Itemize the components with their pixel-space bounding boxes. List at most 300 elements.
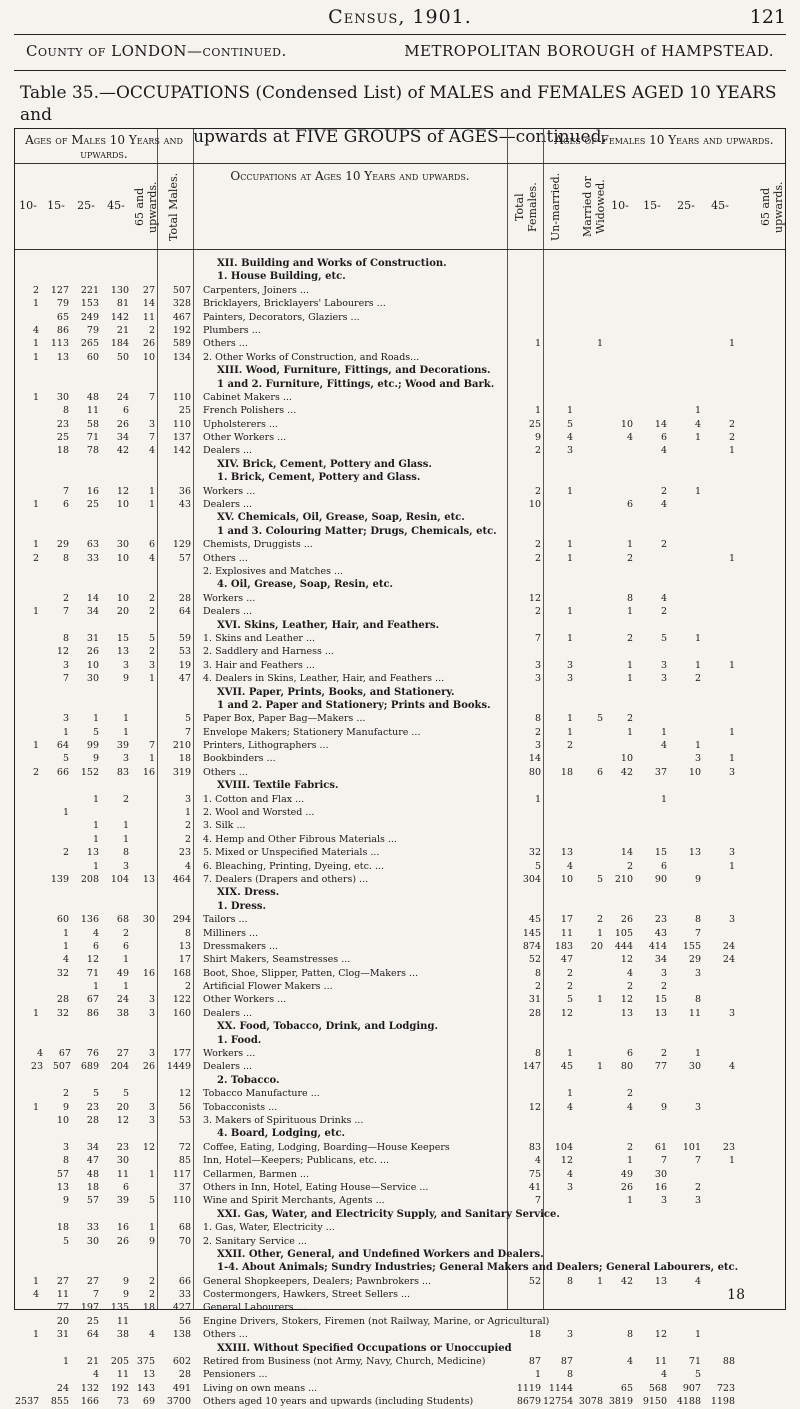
table-row xyxy=(15,297,787,310)
female-cell: 1 xyxy=(566,1088,573,1100)
female-cell: 2 xyxy=(660,485,667,497)
female-cell: 23 xyxy=(722,1141,735,1153)
table-row xyxy=(15,311,787,324)
table-row xyxy=(15,1382,787,1395)
female-cell: 14 xyxy=(654,418,667,430)
male-cell: 24 xyxy=(116,994,129,1006)
male-cell: 6 xyxy=(148,539,155,551)
female-cell: 1 xyxy=(566,713,573,725)
page-title: Census, 1901. xyxy=(328,6,472,28)
male-cell: 8 xyxy=(62,405,69,417)
female-cell: 104 xyxy=(554,1141,573,1153)
occupation-label: 2. Wool and Worsted ... xyxy=(203,807,315,819)
table-row xyxy=(15,672,787,685)
female-cell: 1 xyxy=(626,673,633,685)
female-cell: 3 xyxy=(534,659,541,671)
female-cell: 1 xyxy=(626,1155,633,1167)
male-cell: 11 xyxy=(116,1315,129,1327)
male-cell: 3 xyxy=(148,1048,155,1060)
female-cell: 147 xyxy=(522,1061,541,1073)
table-row xyxy=(15,444,787,457)
female-cell: 11 xyxy=(688,1007,701,1019)
female-cell: 1 xyxy=(566,405,573,417)
male-cell: 53 xyxy=(178,646,191,658)
male-cell: 59 xyxy=(178,632,191,644)
male-cell: 16 xyxy=(142,967,155,979)
occupation-label: Others ... xyxy=(203,552,248,564)
female-cell: 7 xyxy=(534,632,541,644)
table-row xyxy=(15,846,787,859)
section-heading-row xyxy=(15,364,787,377)
table-row xyxy=(15,739,787,752)
occupation-label: 2. Saddlery and Harness ... xyxy=(203,646,334,658)
section-heading-row xyxy=(15,578,787,591)
female-cell: 8 xyxy=(626,592,633,604)
male-cell: 9 xyxy=(148,1235,155,1247)
male-cell: 7 xyxy=(62,485,69,497)
occupation-label: Shirt Makers, Seamstresses ... xyxy=(203,954,351,966)
female-cell: 4 xyxy=(626,967,633,979)
female-cell: 1 xyxy=(694,740,701,752)
female-cell: 2 xyxy=(626,552,633,564)
female-cell: 16 xyxy=(654,1181,667,1193)
occupation-label: XXI. Gas, Water, and Electricity Supply, and Sanitary Service. xyxy=(217,1208,560,1220)
male-cell: 42 xyxy=(116,445,129,457)
male-cell: 13 xyxy=(116,646,129,658)
table-row xyxy=(15,940,787,953)
female-cell: 71 xyxy=(688,1356,701,1368)
male-cell: 110 xyxy=(172,1195,191,1207)
female-cell: 3 xyxy=(660,1195,667,1207)
female-cell: 5 xyxy=(566,418,573,430)
female-cell: 10 xyxy=(688,766,701,778)
occupation-label: 3. Silk ... xyxy=(203,820,246,832)
male-cell: 64 xyxy=(178,606,191,618)
female-cell: 12 xyxy=(654,1329,667,1341)
occupation-label: Tobacconists ... xyxy=(203,1101,278,1113)
section-heading-row xyxy=(15,619,787,632)
table-row xyxy=(15,993,787,1006)
male-cell: 11 xyxy=(56,1289,69,1301)
occupation-label: Bricklayers, Bricklayers' Labourers ... xyxy=(203,298,386,310)
male-cell: 13 xyxy=(56,351,69,363)
male-cell: 1 xyxy=(62,1356,69,1368)
female-cell: 3 xyxy=(694,967,701,979)
table-row xyxy=(15,1368,787,1381)
table-row xyxy=(15,1168,787,1181)
female-cell: 10 xyxy=(560,873,573,885)
occupation-label: 7. Dealers (Drapers and others) ... xyxy=(203,873,369,885)
male-cell: 1 xyxy=(148,485,155,497)
male-cell: 7 xyxy=(148,740,155,752)
occupation-label: Milliners ... xyxy=(203,927,259,939)
male-cell: 10 xyxy=(142,351,155,363)
male-cell: 1 xyxy=(148,1222,155,1234)
female-cell: 65 xyxy=(620,1382,633,1394)
female-cell: 29 xyxy=(688,954,701,966)
occupation-label: Painters, Decorators, Glaziers ... xyxy=(203,311,360,323)
male-cell: 71 xyxy=(86,967,99,979)
occupation-label: 4. Dealers in Skins, Leather, Hair, and Feathers ... xyxy=(203,673,445,685)
male-cell: 1 xyxy=(32,298,39,310)
col-f-married: Married or Widowed. xyxy=(581,176,607,238)
male-cell: 1 xyxy=(62,726,69,738)
occupation-label: 2. Other Works of Construction, and Roads... xyxy=(203,351,420,363)
male-cell: 9 xyxy=(122,1289,129,1301)
occupation-label: 1. House Building, etc. xyxy=(217,271,346,283)
female-cell: 1 xyxy=(566,632,573,644)
male-cell: 4 xyxy=(148,552,155,564)
occupation-label: 1 and 2. Paper and Stationery; Prints and Books. xyxy=(217,699,491,711)
occupation-label: XIX. Dress. xyxy=(217,887,280,899)
female-cell: 1 xyxy=(694,632,701,644)
female-cell: 49 xyxy=(620,1168,633,1180)
occupation-label: Inn, Hotel—Keepers; Publicans, etc. ... xyxy=(203,1155,389,1167)
female-cell: 32 xyxy=(528,847,541,859)
occupation-label: Dealers ... xyxy=(203,499,253,511)
sheet-number: 18 xyxy=(727,1287,745,1303)
occupation-label: Others in Inn, Hotel, Eating House—Service ... xyxy=(203,1181,429,1193)
female-cell: 3 xyxy=(694,753,701,765)
female-cell: 41 xyxy=(528,1181,541,1193)
female-cell: 1119 xyxy=(516,1382,541,1394)
female-cell: 8 xyxy=(566,1275,573,1287)
male-cell: 153 xyxy=(80,298,99,310)
male-cell: 12 xyxy=(178,1088,191,1100)
females-group-heading: Ages of Females 10 Years and upwards. xyxy=(554,133,774,147)
male-cell: 117 xyxy=(172,1168,191,1180)
table-row xyxy=(15,404,787,417)
female-cell: 1 xyxy=(596,1061,603,1073)
male-cell: 27 xyxy=(56,1275,69,1287)
table-row xyxy=(15,913,787,926)
male-cell: 23 xyxy=(56,418,69,430)
male-cell: 13 xyxy=(178,940,191,952)
section-heading-row xyxy=(15,1248,787,1261)
occupation-label: 1-4. About Animals; Sundry Industries; General Makers and Dealers; General Labourers, etc. xyxy=(217,1262,739,1274)
male-cell: 34 xyxy=(86,606,99,618)
male-cell: 319 xyxy=(172,766,191,778)
female-cell: 1 xyxy=(626,659,633,671)
male-cell: 79 xyxy=(86,324,99,336)
occupation-label: XII. Building and Works of Construction. xyxy=(217,258,447,269)
male-cell: 5 xyxy=(92,726,99,738)
male-cell: 208 xyxy=(80,873,99,885)
female-cell: 2 xyxy=(660,1048,667,1060)
occupation-label: Other Workers ... xyxy=(203,994,287,1006)
female-cell: 9150 xyxy=(642,1396,667,1408)
male-cell: 26 xyxy=(142,1061,155,1073)
male-cell: 855 xyxy=(50,1396,69,1408)
female-cell: 1 xyxy=(626,606,633,618)
male-cell: 1 xyxy=(122,954,129,966)
occupation-label: 6. Bleaching, Printing, Dyeing, etc. ... xyxy=(203,860,385,872)
occupation-label: Dealers ... xyxy=(203,1061,253,1073)
female-cell: 1 xyxy=(596,338,603,350)
occupation-label: Tailors ... xyxy=(203,914,248,926)
female-cell: 23 xyxy=(654,914,667,926)
male-cell: 139 xyxy=(50,873,69,885)
male-cell: 30 xyxy=(116,539,129,551)
male-cell: 65 xyxy=(56,311,69,323)
table-row xyxy=(15,726,787,739)
male-cell: 12 xyxy=(142,1141,155,1153)
male-cell: 1 xyxy=(148,673,155,685)
male-cell: 110 xyxy=(172,391,191,403)
female-cell: 4 xyxy=(694,418,701,430)
occupation-label: XX. Food, Tobacco, Drink, and Lodging. xyxy=(217,1021,438,1033)
female-cell: 210 xyxy=(614,873,633,885)
male-cell: 85 xyxy=(178,1155,191,1167)
male-cell: 6 xyxy=(62,499,69,511)
female-cell: 2 xyxy=(694,673,701,685)
male-cell: 1449 xyxy=(166,1061,191,1073)
male-cell: 26 xyxy=(142,338,155,350)
female-cell: 2 xyxy=(660,981,667,993)
male-cell: 1 xyxy=(92,713,99,725)
male-cell: 20 xyxy=(56,1315,69,1327)
female-cell: 30 xyxy=(688,1061,701,1073)
table-row xyxy=(15,1194,787,1207)
male-cell: 31 xyxy=(86,632,99,644)
male-cell: 3 xyxy=(62,713,69,725)
female-cell: 24 xyxy=(722,940,735,952)
male-cell: 29 xyxy=(56,539,69,551)
female-cell: 1 xyxy=(728,445,735,457)
male-cell: 67 xyxy=(58,1048,71,1060)
female-cell: 2 xyxy=(626,860,633,872)
male-cell: 30 xyxy=(142,914,155,926)
male-cell: 6 xyxy=(122,405,129,417)
male-cell: 21 xyxy=(86,1356,99,1368)
table-row xyxy=(15,1221,787,1234)
female-cell: 87 xyxy=(528,1356,541,1368)
male-cell: 1 xyxy=(122,820,129,832)
occupation-label: Printers, Lithographers ... xyxy=(203,740,329,752)
male-cell: 72 xyxy=(178,1141,191,1153)
female-cell: 1 xyxy=(596,927,603,939)
table-row xyxy=(15,860,787,873)
female-cell: 12 xyxy=(620,994,633,1006)
female-cell: 568 xyxy=(648,1382,667,1394)
female-cell: 1 xyxy=(534,338,541,350)
female-cell: 3819 xyxy=(608,1396,633,1408)
male-cell: 507 xyxy=(172,284,191,296)
table-row xyxy=(15,1181,787,1194)
section-heading-row xyxy=(15,1208,787,1221)
col-m-15: 15- xyxy=(47,199,65,212)
male-cell: 3 xyxy=(148,1101,155,1113)
male-cell: 2 xyxy=(148,592,155,604)
male-cell: 3 xyxy=(122,860,129,872)
female-cell: 6 xyxy=(626,499,633,511)
female-cell: 3 xyxy=(534,673,541,685)
female-cell: 12 xyxy=(620,954,633,966)
male-cell: 48 xyxy=(86,391,99,403)
male-cell: 26 xyxy=(86,646,99,658)
female-cell: 1 xyxy=(728,753,735,765)
table-row xyxy=(15,1275,787,1288)
female-cell: 4 xyxy=(660,1369,667,1381)
males-group-heading: Ages of Males 10 Years and upwards. xyxy=(25,133,183,161)
male-cell: 160 xyxy=(172,1007,191,1019)
male-cell: 76 xyxy=(86,1048,99,1060)
page-header xyxy=(0,0,800,32)
female-cell: 2 xyxy=(626,981,633,993)
female-cell: 2 xyxy=(566,967,573,979)
male-cell: 129 xyxy=(172,539,191,551)
male-cell: 28 xyxy=(178,592,191,604)
occupation-label: 1. Cotton and Flax ... xyxy=(203,793,305,805)
female-cell: 1 xyxy=(694,432,701,444)
male-cell: 66 xyxy=(56,766,69,778)
female-cell: 4 xyxy=(626,1101,633,1113)
female-cell: 28 xyxy=(528,1007,541,1019)
section-heading-row xyxy=(15,270,787,283)
female-cell: 80 xyxy=(620,1061,633,1073)
male-cell: 60 xyxy=(86,351,99,363)
occupation-label: Dressmakers ... xyxy=(203,940,279,952)
male-cell: 136 xyxy=(80,914,99,926)
male-cell: 13 xyxy=(86,847,99,859)
male-cell: 10 xyxy=(56,1115,69,1126)
female-cell: 2 xyxy=(728,432,735,444)
male-cell: 130 xyxy=(110,284,129,296)
female-cell: 2 xyxy=(660,539,667,551)
female-cell: 80 xyxy=(528,766,541,778)
table-row xyxy=(15,645,787,658)
male-cell: 132 xyxy=(80,1382,99,1394)
female-cell: 3 xyxy=(566,659,573,671)
male-cell: 71 xyxy=(86,432,99,444)
male-cell: 1 xyxy=(32,351,39,363)
male-cell: 375 xyxy=(136,1356,155,1368)
female-cell: 13 xyxy=(560,847,573,859)
occupation-label: Others aged 10 years and upwards (including Students) xyxy=(203,1396,474,1408)
female-cell: 52 xyxy=(528,1275,541,1287)
male-cell: 34 xyxy=(86,1141,99,1153)
female-cell: 4 xyxy=(566,1168,573,1180)
male-cell: 38 xyxy=(116,1329,129,1341)
female-cell: 88 xyxy=(722,1356,735,1368)
female-cell: 8 xyxy=(534,967,541,979)
section-heading-row xyxy=(15,1020,787,1033)
male-cell: 49 xyxy=(116,967,129,979)
female-cell: 5 xyxy=(566,994,573,1006)
table-row xyxy=(15,1154,787,1167)
subheader xyxy=(16,40,784,66)
female-cell: 6 xyxy=(660,860,667,872)
occupation-label: XVI. Skins, Leather, Hair, and Feathers. xyxy=(217,619,440,631)
subheader-rule xyxy=(14,70,786,71)
female-cell: 61 xyxy=(654,1141,667,1153)
male-cell: 4 xyxy=(148,1329,155,1341)
female-cell: 77 xyxy=(654,1061,667,1073)
male-cell: 3 xyxy=(148,994,155,1006)
female-cell: 4 xyxy=(660,740,667,752)
table-row xyxy=(15,1328,787,1341)
male-cell: 5 xyxy=(62,753,69,765)
male-cell: 99 xyxy=(86,740,99,752)
occupation-label: 2. Sanitary Service ... xyxy=(203,1235,307,1247)
female-cell: 3 xyxy=(728,847,735,859)
male-cell: 294 xyxy=(172,914,191,926)
female-cell: 90 xyxy=(654,873,667,885)
female-cell: 1198 xyxy=(710,1396,735,1408)
male-cell: 1 xyxy=(122,833,129,845)
male-cell: 4 xyxy=(62,954,69,966)
table-row xyxy=(15,1114,787,1127)
male-cell: 56 xyxy=(178,1101,191,1113)
table-row xyxy=(15,712,787,725)
male-cell: 1 xyxy=(92,833,99,845)
male-cell: 2 xyxy=(62,1088,69,1100)
male-cell: 205 xyxy=(110,1356,129,1368)
female-cell: 3 xyxy=(694,1101,701,1113)
male-cell: 12 xyxy=(116,485,129,497)
female-cell: 12 xyxy=(560,1155,573,1167)
male-cell: 3 xyxy=(62,1141,69,1153)
table-row xyxy=(15,752,787,765)
male-cell: 16 xyxy=(142,766,155,778)
female-cell: 1 xyxy=(596,1275,603,1287)
female-cell: 11 xyxy=(560,927,573,939)
occupation-label: Boot, Shoe, Slipper, Patten, Clog—Makers ... xyxy=(203,967,419,979)
male-cell: 7 xyxy=(62,673,69,685)
female-cell: 4 xyxy=(566,860,573,872)
occupation-label: XVII. Paper, Prints, Books, and Stationery. xyxy=(217,686,455,698)
female-cell: 25 xyxy=(528,418,541,430)
male-cell: 30 xyxy=(86,673,99,685)
male-cell: 24 xyxy=(56,1382,69,1394)
col-m-45: 45- xyxy=(107,199,125,212)
section-heading-row xyxy=(15,1127,787,1140)
male-cell: 6 xyxy=(122,1181,129,1193)
male-cell: 14 xyxy=(142,298,155,310)
table-row xyxy=(15,632,787,645)
male-cell: 28 xyxy=(178,1369,191,1381)
male-cell: 104 xyxy=(110,873,129,885)
female-cell: 1 xyxy=(566,1048,573,1060)
male-cell: 602 xyxy=(172,1356,191,1368)
table-body xyxy=(15,257,787,1409)
male-cell: 13 xyxy=(142,873,155,885)
male-cell: 64 xyxy=(86,1329,99,1341)
occupation-label: 2. Explosives and Matches ... xyxy=(203,565,344,577)
row-divider xyxy=(15,163,785,164)
male-cell: 3700 xyxy=(166,1396,191,1408)
male-cell: 1 xyxy=(148,753,155,765)
male-cell: 23 xyxy=(86,1101,99,1113)
female-cell: 2 xyxy=(534,539,541,551)
male-cell: 66 xyxy=(178,1275,191,1287)
male-cell: 43 xyxy=(178,499,191,511)
occupation-label: 3. Makers of Spirituous Drinks ... xyxy=(203,1115,364,1126)
male-cell: 28 xyxy=(86,1115,99,1126)
table-row xyxy=(15,565,787,578)
male-cell: 18 xyxy=(142,1302,155,1314)
male-cell: 134 xyxy=(172,351,191,363)
female-cell: 1 xyxy=(694,1329,701,1341)
male-cell: 23 xyxy=(178,847,191,859)
male-cell: 47 xyxy=(178,673,191,685)
male-cell: 1 xyxy=(148,1168,155,1180)
male-cell: 7 xyxy=(184,726,191,738)
male-cell: 177 xyxy=(172,1048,191,1060)
female-cell: 1 xyxy=(626,539,633,551)
male-cell: 1 xyxy=(62,807,69,819)
male-cell: 5 xyxy=(62,1235,69,1247)
